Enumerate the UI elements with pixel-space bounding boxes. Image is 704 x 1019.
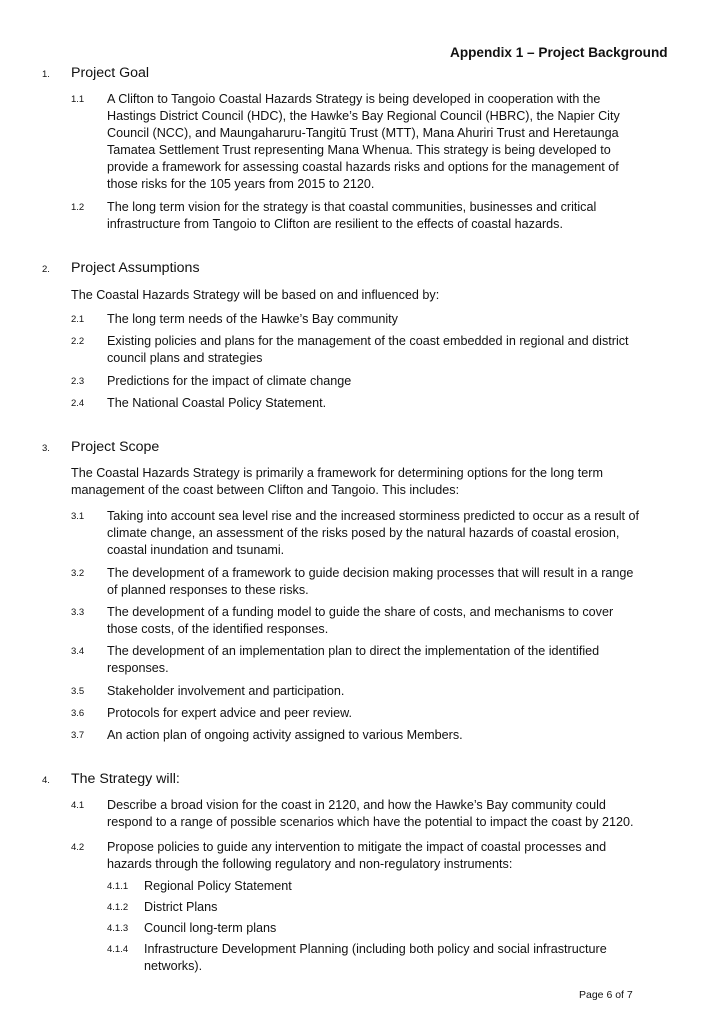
section-title: The Strategy will:	[71, 771, 180, 787]
section-number: 3.	[42, 443, 50, 454]
item-number: 3.4	[71, 646, 85, 657]
section-number: 1.	[42, 69, 50, 80]
item-text-line: Propose policies to guide any intervention to mitigate the impact of coastal processes and	[107, 840, 607, 854]
item-text-line: those risks for the 105 years from 2015 to 2120.	[107, 177, 375, 191]
item-number: 3.3	[71, 607, 85, 618]
page-number: Page 6 of 7	[579, 989, 633, 1001]
section-title: Project Goal	[71, 65, 150, 81]
subitem-number: 4.1.4	[107, 944, 129, 955]
item-text-line: climate change, an assessment of the risks posed by the natural hazards of coastal erosion,	[107, 526, 620, 540]
item-number: 1.2	[71, 202, 85, 213]
item-text-line: Stakeholder involvement and participation.	[107, 684, 345, 698]
item-text-line: council plans and strategies	[107, 351, 263, 365]
item-text-line: Protocols for expert advice and peer review.	[107, 706, 353, 720]
section-title: Project Scope	[71, 439, 160, 455]
item-text-line: Council (NCC), and Maungaharuru-Tangitū Trust (MTT), Mana Ahuriri Trust and Heretaunga	[107, 126, 619, 140]
appendix-title: Appendix 1 – Project Background	[450, 45, 668, 60]
item-text-line: of planned responses to these risks.	[107, 583, 309, 597]
subitem-number: 4.1.1	[107, 881, 129, 892]
item-text-line: Existing policies and plans for the management of the coast embedded in regional and district	[107, 334, 629, 348]
item-text-line: Taking into account sea level rise and the increased storminess predicted to occur as a result of	[107, 509, 640, 523]
subitem-text-line: Regional Policy Statement	[144, 879, 292, 893]
subitem-text-line: Council long-term plans	[144, 921, 277, 935]
item-text-line: Describe a broad vision for the coast in 2120, and how the Hawke’s Bay community could	[107, 798, 606, 812]
item-number: 2.4	[71, 398, 85, 409]
item-text-line: Hastings District Council (HDC), the Hawke’s Bay Regional Council (HBRC), the Napier City	[107, 109, 620, 123]
section-number: 4.	[42, 775, 50, 786]
item-number: 3.5	[71, 686, 85, 697]
item-number: 2.1	[71, 314, 85, 325]
item-text-line: The development of a funding model to guide the share of costs, and mechanisms to cover	[107, 605, 614, 619]
item-number: 3.1	[71, 511, 85, 522]
section-intro-line: The Coastal Hazards Strategy is primarily a framework for determining options for the long term	[71, 466, 603, 480]
item-number: 3.2	[71, 568, 85, 579]
item-number: 4.2	[71, 842, 85, 853]
subitem-text-line: networks).	[144, 959, 203, 973]
subitem-number: 4.1.2	[107, 902, 129, 913]
item-text-line: The long term needs of the Hawke’s Bay community	[107, 312, 398, 326]
item-text-line: infrastructure from Tangoio to Clifton are resilient to the effects of coastal hazards.	[107, 217, 563, 231]
item-text-line: responses.	[107, 661, 169, 675]
item-text-line: respond to a range of possible scenarios which have the potential to impact the coast by 2120.	[107, 815, 634, 829]
item-text-line: A Clifton to Tangoio Coastal Hazards Strategy is being developed in cooperation with the	[107, 92, 601, 106]
item-text-line: The National Coastal Policy Statement.	[107, 396, 327, 410]
item-text-line: An action plan of ongoing activity assigned to various Members.	[107, 728, 463, 742]
section-intro-line: management of the coast between Clifton and Tangoio. This includes:	[71, 483, 460, 497]
item-text-line: The development of a framework to guide decision making processes that will result in a range	[107, 566, 634, 580]
item-text-line: coastal inundation and tsunami.	[107, 543, 285, 557]
subitem-text-line: District Plans	[144, 900, 218, 914]
subitem-number: 4.1.3	[107, 923, 129, 934]
section-number: 2.	[42, 264, 50, 275]
section-intro-line: The Coastal Hazards Strategy will be based on and influenced by:	[71, 288, 440, 302]
subitem-text-line: Infrastructure Development Planning (including both policy and social infrastructure	[144, 942, 607, 956]
item-number: 3.7	[71, 730, 85, 741]
item-number: 4.1	[71, 800, 85, 811]
item-number: 2.3	[71, 376, 85, 387]
item-text-line: The long term vision for the strategy is that coastal communities, businesses and critical	[107, 200, 597, 214]
item-text-line: The development of an implementation plan to direct the implementation of the identified	[107, 644, 600, 658]
section-title: Project Assumptions	[71, 260, 200, 276]
item-text-line: Predictions for the impact of climate change	[107, 374, 352, 388]
item-text-line: those costs, of the identified responses.	[107, 622, 329, 636]
item-text-line: hazards through the following regulatory and non-regulatory instruments:	[107, 857, 513, 871]
item-number: 1.1	[71, 94, 85, 105]
item-text-line: Tamatea Settlement Trust representing Mana Whenua. This strategy is being developed to	[107, 143, 611, 157]
item-number: 3.6	[71, 708, 85, 719]
item-text-line: provide a framework for assessing coastal hazards risks and options for the management of	[107, 160, 619, 174]
item-number: 2.2	[71, 336, 85, 347]
